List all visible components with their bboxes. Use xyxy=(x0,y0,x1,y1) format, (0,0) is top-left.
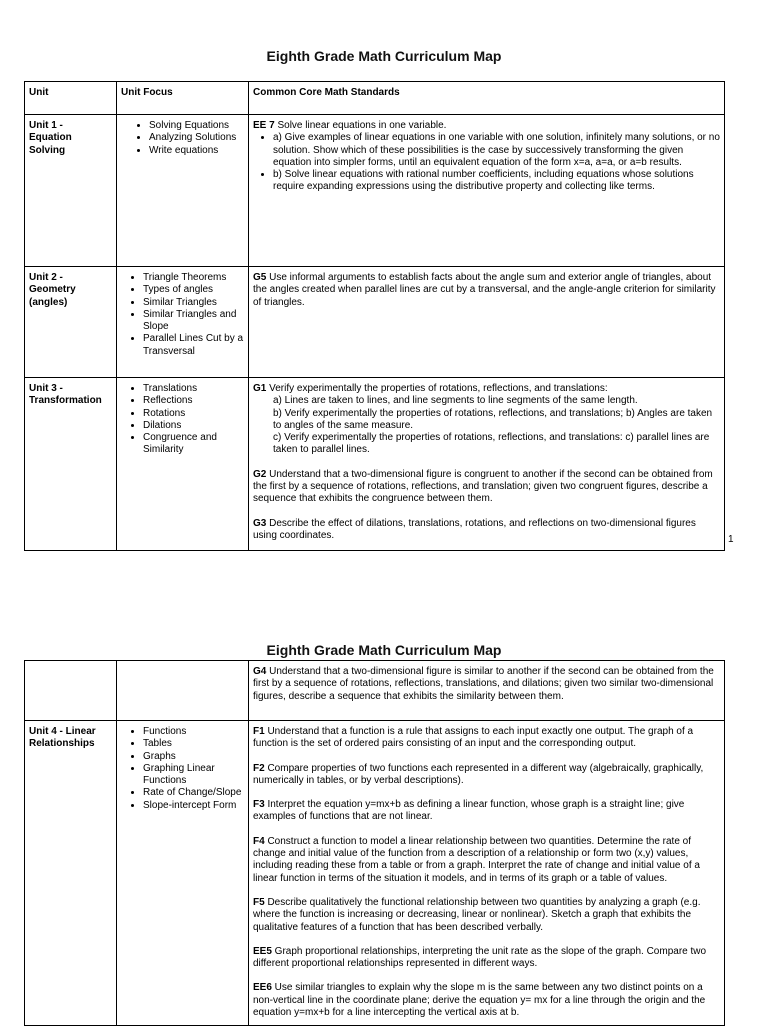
unit-label: Unit 2 - Geometry (angles) xyxy=(29,272,76,308)
standard-text: Solve linear equations in one variable. xyxy=(274,120,447,131)
focus-list xyxy=(121,120,244,157)
list-item: • Graphing Linear Functions xyxy=(143,763,244,788)
standard-code: G4 xyxy=(253,666,267,677)
list-item: • Dilations xyxy=(143,420,244,432)
unit-focus-cell xyxy=(117,267,249,378)
list-item: • Rotations xyxy=(143,408,244,420)
list-item: • Rate of Change/Slope xyxy=(143,787,244,799)
list-item: b) Verify experimentally the properties of rotations, reflections, and translations; b) Angles are taken to angles of the same measure. xyxy=(273,407,713,431)
unit-focus-cell xyxy=(117,721,249,1026)
standard-text: Describe qualitatively the functional relationship between two quantities by analyzing a graph (e.g. where the function is increasing or decreasing, linear or nonlinear). Sketch a graph that exhibits the qualitative features of a function that has been described verbally. xyxy=(253,896,701,933)
list-item: • Similar Triangles and Slope xyxy=(143,309,244,334)
standard-ee6 xyxy=(253,982,720,1019)
table-header-row xyxy=(25,82,725,115)
unit-cell xyxy=(25,661,117,721)
list-item: • Congruence and Similarity xyxy=(143,432,244,457)
standard-g1-items xyxy=(253,395,720,456)
standard-text: Interpret the equation y=mx+b as defining a linear function, whose graph is a straight line; give examples of functions that are not linear. xyxy=(253,799,685,823)
unit-focus-cell xyxy=(117,115,249,267)
standard-g2 xyxy=(253,469,720,506)
unit-cell xyxy=(25,721,117,1026)
header-unit: Unit xyxy=(25,82,117,115)
standard-code: F1 xyxy=(253,726,265,737)
standard-code: F5 xyxy=(253,896,265,908)
standard-code: G3 xyxy=(253,517,267,529)
list-item: • b) Solve linear equations with rational number coefficients, including equations whose solutions require expanding expressions using the distributive property and collecting like terms. xyxy=(273,169,720,194)
unit-label: Unit 1 - Equation Solving xyxy=(29,120,72,156)
unit-label: Unit 4 - Linear Relationships xyxy=(29,726,96,750)
standard-g3 xyxy=(253,518,720,543)
standard-text: Verify experimentally the properties of rotations, reflections, and translations: xyxy=(266,383,608,394)
list-item: • Solving Equations xyxy=(149,120,244,132)
standard-code: F2 xyxy=(253,762,265,774)
unit-cell xyxy=(25,267,117,378)
list-item: • Write equations xyxy=(149,145,244,157)
list-item: • Tables xyxy=(143,738,244,750)
standard-code: EE5 xyxy=(253,945,272,957)
standard-f5 xyxy=(253,897,720,934)
standard-code: EE 7 xyxy=(253,120,275,131)
standard-g1 xyxy=(253,383,720,457)
standard-text: Graph proportional relationships, interpreting the unit rate as the slope of the graph. Compare two different proportional relationships represented in different ways. xyxy=(253,945,707,970)
standards-cell xyxy=(249,267,725,378)
standard-text: Understand that a function is a rule that assigns to each input exactly one output. The graph of a function is the set of ordered pairs consisting of an input and the corresponding output. xyxy=(253,726,694,750)
list-item: • Functions xyxy=(143,726,244,738)
standard-text: Understand that a two-dimensional figure is congruent to another if the second can be obtained from the first by a sequence of rotations, reflections, and translation; given two congruent figures, describe a sequence that exhibits the congruence between them. xyxy=(253,468,713,505)
table-row xyxy=(25,721,725,1026)
table-row xyxy=(25,378,725,551)
standard-g4 xyxy=(253,666,720,703)
standard-code: F3 xyxy=(253,799,265,811)
standard-text: Understand that a two-dimensional figure is similar to another if the second can be obtained from the first by a sequence of rotations, reflections, translations, and dilations; given two similar two-dimensional figures, describe a sequence that exhibits the similarity between them. xyxy=(253,666,714,702)
standard-text: Describe the effect of dilations, translations, rotations, and reflections on two-dimensional figures using coordinates. xyxy=(253,517,696,541)
standards-cell xyxy=(249,721,725,1026)
page-title: Eighth Grade Math Curriculum Map xyxy=(266,48,502,64)
standard-text: Use similar triangles to explain why the slope m is the same between any two distinct points on a non-vertical line in the coordinate plane; derive the equation y= mx for a line through the origin and the equation y=mx+b for a line intercepting the vertical axis at b. xyxy=(253,982,706,1019)
standard-ee7 xyxy=(253,120,720,132)
standards-cell xyxy=(249,378,725,551)
unit-focus-cell xyxy=(117,661,249,721)
list-item: • Reflections xyxy=(143,395,244,407)
list-item: • Slope-intercept Form xyxy=(143,800,244,812)
standard-g5 xyxy=(253,272,720,309)
list-item: • Similar Triangles xyxy=(143,297,244,309)
focus-list xyxy=(121,726,244,812)
standard-code: G2 xyxy=(253,468,267,480)
standard-code: F4 xyxy=(253,835,265,847)
standards-cell xyxy=(249,661,725,721)
list-item: • Graphs xyxy=(143,751,244,763)
table-row xyxy=(25,267,725,378)
unit-label: Unit 3 - Transformation xyxy=(29,383,102,407)
standard-f2 xyxy=(253,763,720,788)
unit-cell xyxy=(25,115,117,267)
curriculum-table-continued xyxy=(24,660,725,1026)
standard-bullets xyxy=(253,132,720,193)
curriculum-table xyxy=(24,81,725,551)
standard-f4 xyxy=(253,836,720,885)
table-row xyxy=(25,661,725,721)
standard-text: Construct a function to model a linear relationship between two quantities. Determine the rate of change and initial value of the function from a description of a relationship or form two (x,y) values, including reading these from a table or from a graph. Interpret the rate of change and initial value of a linear function in terms of the situation it models, and in terms of its graph or a table of values. xyxy=(253,835,700,884)
standard-code: G5 xyxy=(253,272,267,283)
list-item: a) Lines are taken to lines, and line segments to line segments of the same length. xyxy=(273,395,638,407)
standard-ee5 xyxy=(253,946,720,971)
list-item: • Types of angles xyxy=(143,284,244,296)
standard-text: Compare properties of two functions each represented in a different way (algebraically, graphically, numerically in tables, or by verbal descriptions). xyxy=(253,762,704,786)
standard-f3 xyxy=(253,799,720,824)
header-standards: Common Core Math Standards xyxy=(249,82,725,115)
standard-f1 xyxy=(253,726,720,751)
standard-code: EE6 xyxy=(253,982,272,994)
page-number: 1 xyxy=(728,534,734,545)
header-unit-focus: Unit Focus xyxy=(117,82,249,115)
list-item: • Triangle Theorems xyxy=(143,272,244,284)
standard-text: Use informal arguments to establish facts about the angle sum and exterior angle of triangles, about the angles created when parallel lines are cut by a transversal, and the angle-angle criterion for similarity of triangles. xyxy=(253,272,716,308)
list-item: • a) Give examples of linear equations in one variable with one solution, infinitely many solutions, or no solution. Show which of these possibilities is the case by successively transforming the given equation into simpler forms, until an equivalent equation of the form x=a, a=a, or a=b results. xyxy=(273,132,720,169)
focus-list xyxy=(121,272,244,358)
focus-list xyxy=(121,383,244,457)
page-title: Eighth Grade Math Curriculum Map xyxy=(266,642,502,658)
standards-cell xyxy=(249,115,725,267)
list-item: • Analyzing Solutions xyxy=(149,132,244,144)
unit-cell xyxy=(25,378,117,551)
table-row xyxy=(25,115,725,267)
list-item: • Parallel Lines Cut by a Transversal xyxy=(143,333,244,358)
list-item: • Translations xyxy=(143,383,244,395)
unit-focus-cell xyxy=(117,378,249,551)
standard-code: G1 xyxy=(253,383,267,394)
list-item: c) Verify experimentally the properties of rotations, reflections, and translations: c) parallel lines are taken to parallel lines. xyxy=(273,432,710,456)
